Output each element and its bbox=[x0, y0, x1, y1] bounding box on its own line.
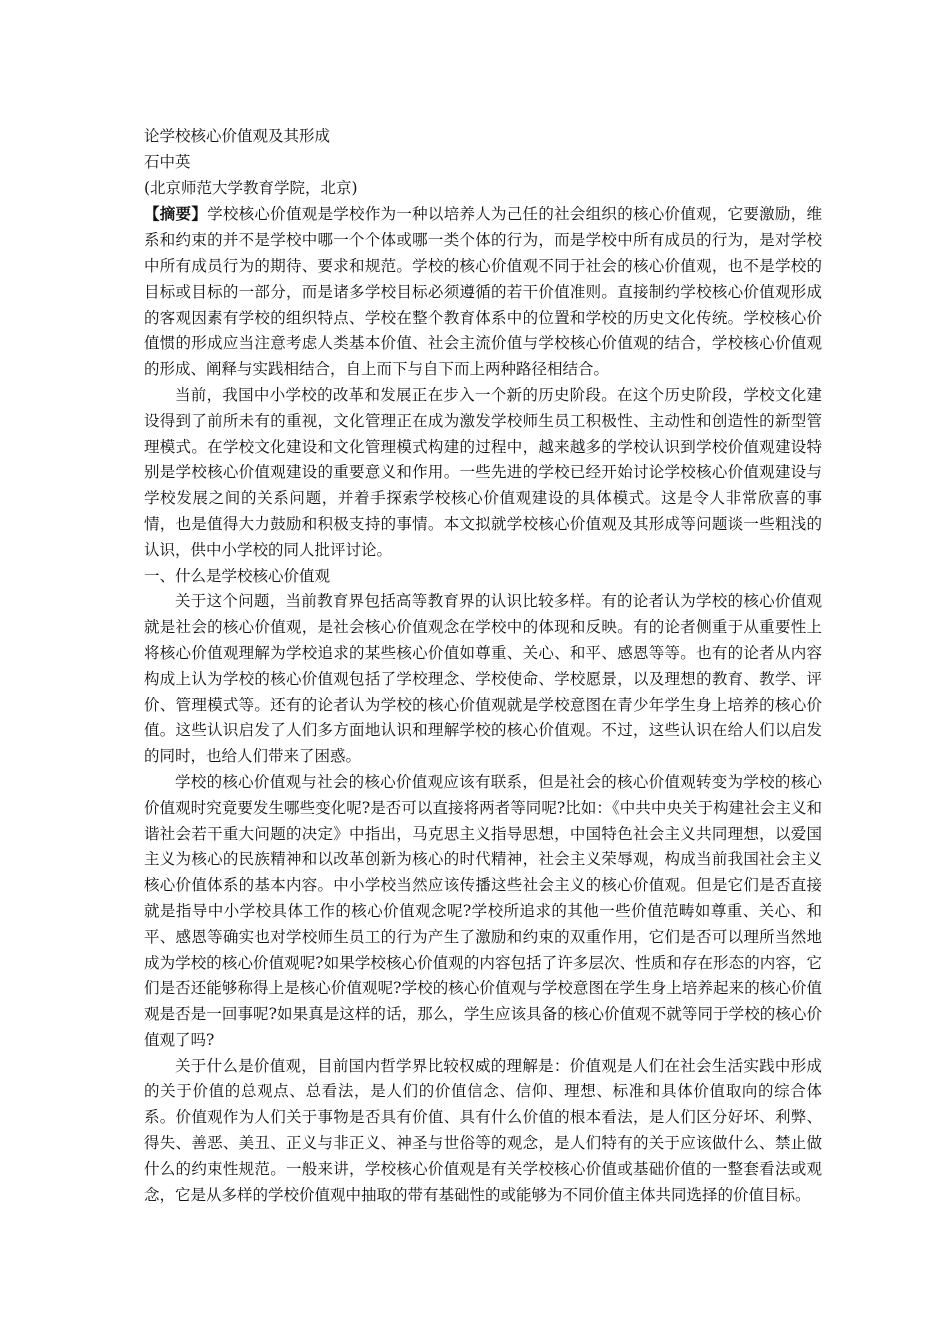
intro-paragraph: 当前，我国中小学校的改革和发展正在步入一个新的历史阶段。在这个历史阶段，学校文化建设得到了前所未有的重视，文化管理正在成为激发学校师生员工积极性、主动性和创造性的新型管理模式。在学校文化建设和文化管理模式构建的过程中，越来越多的学校认识到学校价值观建设特别是学校核心价值观建设的重要意义和作用。一些先进的学校已经开始讨论学校核心价值观建设与学校发展之间的关系问题，并着手探索学校核心价值观建设的具体模式。这是令人非常欣喜的事情，也是值得大力鼓励和积极支持的事情。本文拟就学校核心价值观及其形成等问题谈一些粗浅的认识，供中小学校的同人批评讨论。 bbox=[144, 385, 822, 559]
body-paragraph: 关于这个问题，当前教育界包括高等教育界的认识比较多样。有的论者认为学校的核心价值观就是社会的核心价值观，是社会核心价值观念在学校中的体现和反映。有的论者侧重于从重要性上将核心价值观理解为学校追求的某些核心价值如尊重、关心、和平、感恩等等。也有的论者从内容构成上认为学校的核心价值观包括了学校理念、学校使命、学校愿景，以及理想的教育、教学、评价、管理模式等。还有的论者认为学校的核心价值观就是学校意图在青少年学生身上培养的核心价值。这些认识启发了人们多方面地认识和理解学校的核心价值观。不过，这些认识在给人们以启发的同时，也给人们带来了困惑。 bbox=[144, 592, 822, 766]
body-paragraph: 关于什么是价值观，目前国内哲学界比较权威的理解是：价值观是人们在社会生活实践中形成的关于价值的总观点、总看法，是人们的价值信念、信仰、理想、标准和具体价值取向的综合体系。价值观作为人们关于事物是否具有价值、具有什么价值的根本看法，是人们区分好坏、利弊、得失、善恶、美丑、正义与非正义、神圣与世俗等的观念，是人们特有的关于应该做什么、禁止做什么的约束性规范。一般来讲，学校核心价值观是有关学校核心价值或基础价值的一整套看法或观念，它是从多样的学校价值观中抽取的带有基础性的或能够为不同价值主体共同选择的价值目标。 bbox=[144, 1056, 822, 1204]
abstract-paragraph bbox=[144, 201, 822, 383]
author-affiliation: (北京师范大学教育学院，北京) bbox=[144, 178, 358, 197]
author-name: 石中英 bbox=[144, 152, 191, 171]
abstract-label: 【摘要】 bbox=[144, 204, 208, 224]
article-title: 论学校核心价值观及其形成 bbox=[144, 127, 331, 145]
article-body bbox=[144, 124, 822, 1208]
abstract-text: 学校核心价值观是学校作为一种以培养人为己任的社会组织的核心价值观，它要激励，维系和约束的并不是学校中哪一个个体或哪一类个体的行为，而是学校中所有成员的行为，是对学校中所有成员行为的期待、要求和规范。学校的核心价值观不同于社会的核心价值观，也不是学校的目标或目标的一部分，而是诸多学校目标必须遵循的若干价值准则。直接制约学校核心价值观形成的客观因素有学校的组织特点、学校在整个教育体系中的位置和学校的历史文化传统。学校核心价值惯的形成应当注意考虑人类基本价值、社会主流价值与学校核心价值观的结合，学校核心价值观的形成、阐释与实践相结合，自上而下与自下而上两种路径相结合。 bbox=[144, 205, 822, 379]
section-heading: 一、什么是学校核心价值观 bbox=[144, 566, 331, 585]
body-paragraph: 学校的核心价值观与社会的核心价值观应该有联系，但是社会的核心价值观转变为学校的核心价值观时究竟要发生哪些变化呢?是否可以直接将两者等同呢?比如：《中共中央关于构建社会主义和谐社会若干重大问题的决定》中指出，马克思主义指导思想，中国特色社会主义共同理想，以爱国主义为核心的民族精神和以改革创新为核心的时代精神，社会主义荣辱观，构成当前我国社会主义核心价值体系的基本内容。中小学校当然应该传播这些社会主义的核心价值观。但是它们是否直接就是指导中小学校具体工作的核心价值观念呢?学校所追求的其他一些价值范畴如尊重、关心、和平、感恩等确实也对学校师生员工的行为产生了激励和约束的双重作用，它们是否可以理所当然地成为学校的核心价值观呢?如果学校核心价值观的内容包括了许多层次、性质和存在形态的内容，它们是否还能够称得上是核心价值观呢?学校的核心价值观与学校意图在学生身上培养起来的核心价值观是否是一回事呢?如果真是这样的话，那么，学生应该具备的核心价值观不就等同于学校的核心价值观了吗? bbox=[144, 772, 822, 1049]
